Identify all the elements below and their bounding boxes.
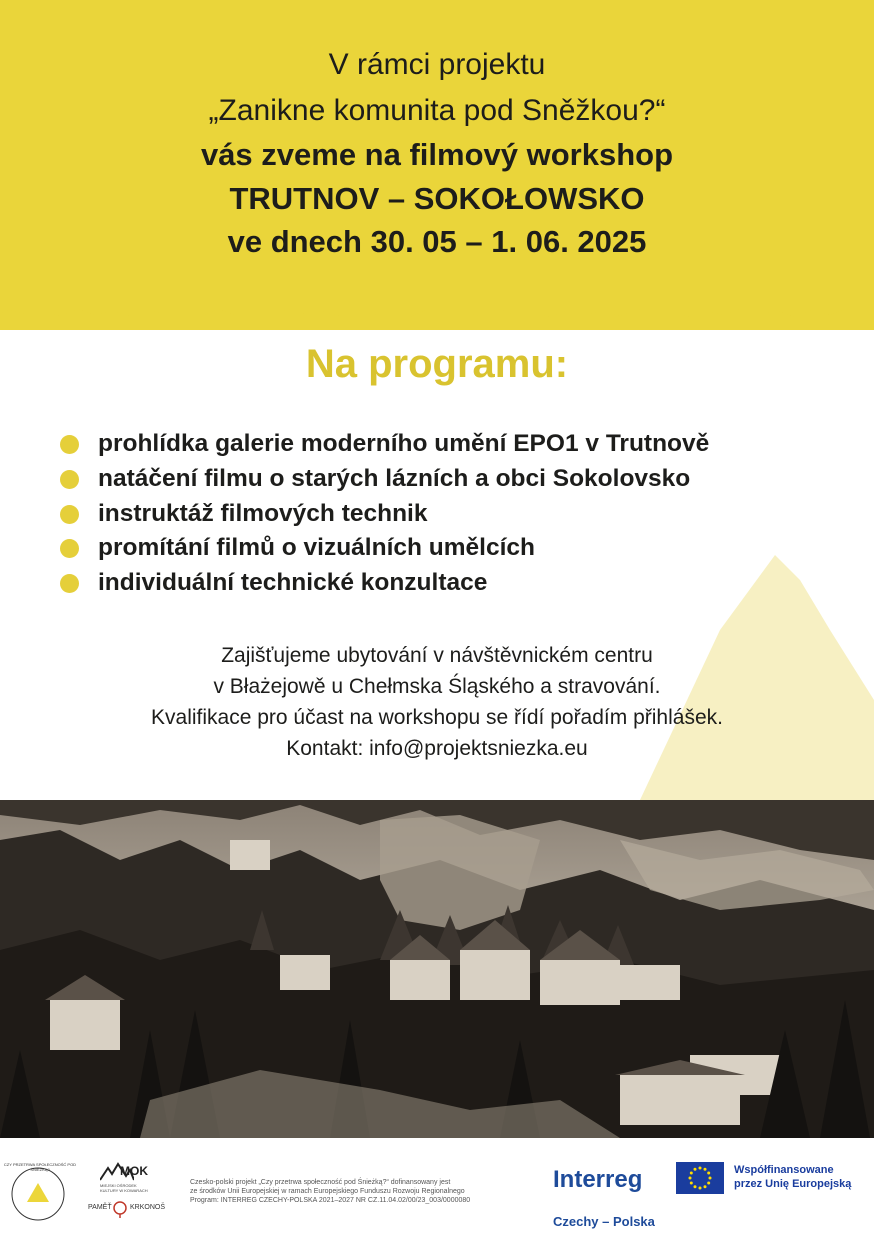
eu-flag-icon xyxy=(676,1162,724,1194)
header-line-1: V rámci projektu xyxy=(328,48,546,81)
header-line-4: TRUTNOV – SOKOŁOWSKO xyxy=(229,181,645,216)
logo1-text: CZY PRZETRWA SPOŁECZNOŚĆ POD ŚNIEŻKĄ? xyxy=(3,1162,77,1172)
eu-cofinanced-text xyxy=(734,1163,851,1191)
list-item-label: natáčení filmu o starých lázních a obci Sokolovsko xyxy=(98,465,691,492)
logo2-subtitle: MIEJSKI OŚRODEK KULTURY W KOWARACH xyxy=(100,1183,148,1193)
landscape-photo-illustration xyxy=(0,800,874,1138)
funding-line-1: Czesko-polski projekt „Czy przetrwa społeczność pod Śnieżką?“ dofinansowany jest xyxy=(190,1179,451,1186)
sokolowsko-photo xyxy=(0,800,874,1138)
interreg-logo-text: Interreg xyxy=(553,1166,643,1193)
info-line-3: Kvalifikace pro účast na workshopu se řídí pořadím přihlášek. xyxy=(151,706,723,729)
info-line-1: Zajišťujeme ubytování v návštěvnickém centru xyxy=(221,644,653,667)
header-banner xyxy=(0,0,874,330)
funding-text-block xyxy=(190,1178,470,1205)
eu-line-1: Współfinansowane xyxy=(734,1164,834,1176)
bullet-icon xyxy=(60,470,79,489)
mountain-decoration xyxy=(600,540,874,800)
bullet-icon xyxy=(60,539,79,558)
bullet-icon xyxy=(60,505,79,524)
info-line-2: v Błażejowě u Chełmska Śląského a stravování. xyxy=(213,675,661,698)
program-title: Na programu: xyxy=(305,342,569,386)
yellow-triangle-logo-icon xyxy=(10,1166,66,1222)
list-item-label: prohlídka galerie moderního umění EPO1 v Trutnově xyxy=(98,430,710,457)
logo3-right: KRKONOŠ xyxy=(130,1204,166,1211)
funding-line-3: Program: INTERREG CZECHY-POLSKA 2021–2027 NR CZ.11.04.02/00/23_003/0000080 xyxy=(190,1197,471,1204)
eu-line-2: przez Unię Europejską xyxy=(734,1178,852,1190)
header-line-5: ve dnech 30. 05 – 1. 06. 2025 xyxy=(227,224,647,259)
torn-edge-decoration xyxy=(0,290,874,330)
bullet-icon xyxy=(60,574,79,593)
info-line-4: Kontakt: info@projektsniezka.eu xyxy=(286,737,588,760)
list-item-label: instruktáž filmových technik xyxy=(98,500,428,527)
funding-line-2: ze środków Unii Europejskiej w ramach Europejskiego Funduszu Rozwoju Regionalnego xyxy=(190,1188,465,1195)
list-item-label: individuální technické konzultace xyxy=(98,569,488,596)
header-line-3: vás zveme na filmový workshop xyxy=(200,137,674,172)
logo3-left: PAMĚŤ xyxy=(88,1204,112,1211)
interreg-region: Czechy – Polska xyxy=(553,1214,655,1229)
logo3-numeral-icon xyxy=(113,1200,127,1218)
bullet-icon xyxy=(60,435,79,454)
logo2-brand: MOK xyxy=(120,1164,148,1178)
list-item-label: promítání filmů o vizuálních umělcích xyxy=(98,534,535,561)
header-line-2: „Zanikne komunita pod Sněžkou?“ xyxy=(208,94,666,127)
footer-logos xyxy=(0,1138,874,1240)
